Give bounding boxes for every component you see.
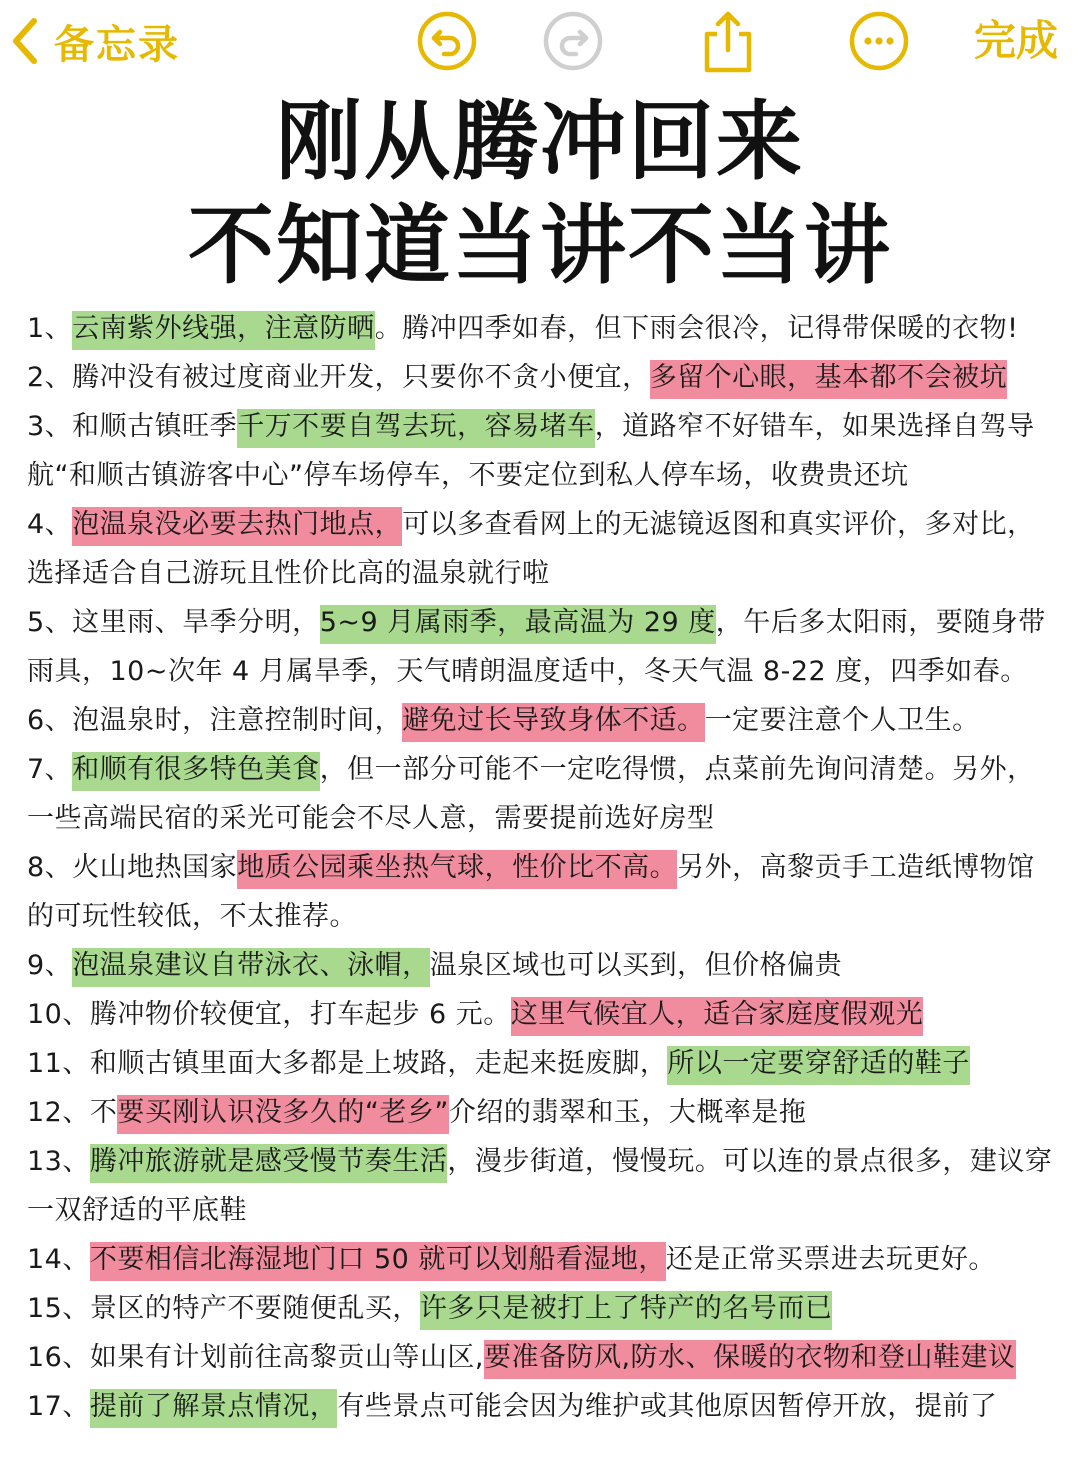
item-text: 11、和顺古镇里面大多都是上坡路，走起来挺废脚， (27, 1048, 668, 1079)
item-text: ，午后多太阳雨，要随身带雨具，10~次年 4 月属旱季，天气晴朗温度适中，冬天气温 8-22 度，四季如春。 (27, 607, 1046, 687)
item-text: 5、这里雨、旱季分明， (27, 607, 320, 638)
green-highlight: 腾冲旅游就是感受慢节奏生活 (90, 1144, 448, 1183)
navigation-bar (0, 0, 1080, 84)
note-item (27, 745, 1062, 843)
more-button[interactable] (848, 10, 910, 72)
undo-icon (416, 10, 478, 72)
redo-button[interactable] (542, 10, 604, 72)
note-title (0, 92, 1080, 296)
pink-highlight: 泡温泉没必要去热门地点， (72, 507, 402, 546)
title-line-1: 刚从腾冲回来 (276, 92, 804, 192)
item-text: 温泉区域也可以买到，但价格偏贵 (429, 950, 843, 981)
green-highlight: 泡温泉建议自带泳衣、泳帽， (72, 948, 430, 987)
green-highlight: 5~9 月属雨季，最高温为 29 度 (320, 605, 716, 644)
item-text: 10、腾冲物价较便宜，打车起步 6 元。 (27, 999, 511, 1030)
pink-highlight: 避免过长导致身体不适。 (402, 703, 705, 742)
note-item (27, 1137, 1062, 1235)
item-text: 还是正常买票进去玩更好。 (665, 1244, 996, 1275)
item-text: 另外，高黎贡手工造纸博物馆的可玩性较低，不太推荐。 (27, 852, 1035, 932)
item-text: ，道路窄不好错车，如果选择自驾导航“和顺古镇游客中心”停车场停车，不要定位到私人停车场，收费贵还坑 (27, 411, 1035, 491)
note-item (27, 1284, 1062, 1333)
item-text: 8、火山地热国家 (27, 852, 238, 883)
item-text: 。腾冲四季如春，但下雨会很冷，记得带保暖的衣物! (374, 313, 1019, 344)
share-icon (697, 8, 759, 74)
item-text: 一定要注意个人卫生。 (704, 705, 980, 736)
note-item (27, 304, 1062, 353)
note-item (27, 1382, 1062, 1431)
green-highlight: 云南紫外线强，注意防晒 (72, 311, 375, 350)
back-button[interactable] (10, 10, 180, 72)
item-text: 3、和顺古镇旺季 (27, 411, 238, 442)
title-line-2: 不知道当讲不当讲 (188, 196, 892, 296)
green-highlight: 所以一定要穿舒适的鞋子 (667, 1046, 970, 1085)
item-text: 可以多查看网上的无滤镜返图和真实评价，多对比，选择适合自己游玩且性价比高的温泉就行啦 (27, 509, 1035, 589)
green-highlight: 和顺有很多特色美食 (72, 752, 320, 791)
item-text: ，但一部分可能不一定吃得惯，点菜前先询问清楚。另外，一些高端民宿的采光可能会不尽人意，需要提前选好房型 (27, 754, 1035, 834)
undo-button[interactable] (416, 10, 478, 72)
note-item (27, 843, 1062, 941)
pink-highlight: 要准备防风,防水、保暖的衣物和登山鞋建议 (484, 1340, 1016, 1379)
more-icon (848, 10, 910, 72)
note-item (27, 402, 1062, 500)
item-text: 介绍的翡翠和玉，大概率是拖 (448, 1097, 807, 1128)
note-item (27, 1333, 1062, 1382)
note-item (27, 500, 1062, 598)
redo-icon (542, 10, 604, 72)
note-item (27, 941, 1062, 990)
item-text: 1、 (27, 313, 73, 344)
green-highlight: 提前了解景点情况， (90, 1389, 338, 1428)
note-item (27, 696, 1062, 745)
green-highlight: 千万不要自驾去玩，容易堵车 (237, 409, 595, 448)
note-item (27, 1039, 1062, 1088)
item-text: 14、 (27, 1244, 90, 1275)
item-text: 15、景区的特产不要随便乱买， (27, 1293, 420, 1324)
chevron-left-icon (10, 17, 40, 65)
note-item (27, 598, 1062, 696)
item-text: 2、腾冲没有被过度商业开发，只要你不贪小便宜， (27, 362, 650, 393)
item-text: 12、不 (27, 1097, 118, 1128)
share-button[interactable] (697, 10, 759, 72)
note-item (27, 990, 1062, 1039)
note-item (27, 1088, 1062, 1137)
item-text: 17、 (27, 1391, 90, 1422)
item-text: ，漫步街道，慢慢玩。可以连的景点很多，建议穿一双舒适的平底鞋 (27, 1146, 1053, 1226)
item-text: 6、泡温泉时，注意控制时间， (27, 705, 403, 736)
pink-highlight: 这里气候宜人，适合家庭度假观光 (511, 997, 924, 1036)
item-text: 有些景点可能会因为维护或其他原因暂停开放，提前了 (337, 1391, 998, 1422)
pink-highlight: 多留个心眼，基本都不会被坑 (650, 360, 1008, 399)
item-text: 9、 (27, 950, 73, 981)
item-text: 7、 (27, 754, 73, 785)
pink-highlight: 不要相信北海湿地门口 50 就可以划船看湿地， (90, 1242, 666, 1281)
note-body[interactable] (27, 304, 1062, 1431)
back-label: 备忘录 (54, 21, 180, 68)
item-text: 16、如果有计划前往高黎贡山等山区, (27, 1342, 484, 1373)
note-item (27, 353, 1062, 402)
item-text: 13、 (27, 1146, 90, 1177)
pink-highlight: 地质公园乘坐热气球，性价比不高。 (237, 850, 677, 889)
done-button[interactable]: 完成 (973, 16, 1058, 65)
item-text: 4、 (27, 509, 73, 540)
pink-highlight: 要买刚认识没多久的“老乡” (117, 1095, 448, 1134)
green-highlight: 许多只是被打上了特产的名号而已 (420, 1291, 833, 1330)
note-item (27, 1235, 1062, 1284)
